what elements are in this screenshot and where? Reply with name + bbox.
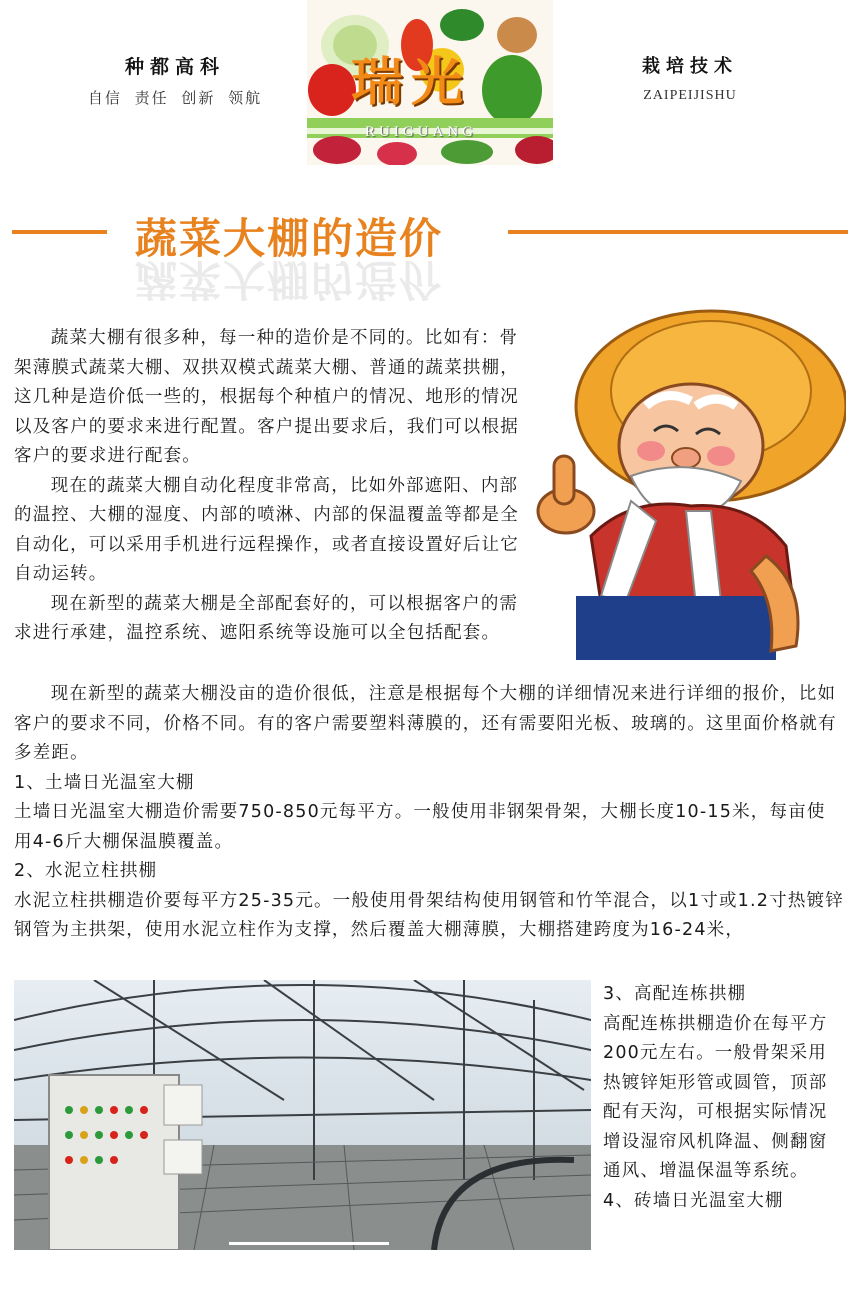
side-text-block — [603, 980, 843, 1216]
section-3-heading: 3、高配连栋拱棚 — [603, 984, 747, 1004]
paragraph-4: 现在新型的蔬菜大棚没亩的造价很低，注意是根据每个大棚的详细情况来进行详细的报价，比如客户的要求不同，价格不同。有的客户需要塑料薄膜的，还有需要阳光板、玻璃的。这里面价格就有多差距。 — [14, 684, 837, 763]
title-banner — [0, 200, 860, 304]
paragraph-1: 蔬菜大棚有很多种，每一种的造价是不同的。比如有：骨架薄膜式蔬菜大棚、双拱双模式蔬菜大棚、普通的蔬菜拱棚，这几种是造价低一些的，根据每个种植户的情况、地形的情况以及客户的要求来进行配置。客户提出要求后，我们可以根据客户的要求进行配套。 — [14, 328, 519, 466]
section-2-body: 水泥立柱拱棚造价要每平方25-35元。一般使用骨架结构使用钢管和竹竿混合，以1寸或1.2寸热镀锌钢管为主拱架，使用水泥立柱作为支撑，然后覆盖大棚薄膜，大棚搭建跨度为16-24米， — [14, 890, 844, 940]
section-1-body: 土墙日光温室大棚造价需要750-850元每平方。一般使用非钢架骨架，大棚长度10-15米，每亩使用4-6斤大棚保温膜覆盖。 — [14, 802, 826, 852]
main-text-block — [14, 680, 844, 946]
logo-sub: RUIGUANG — [365, 124, 477, 140]
title-divider-left — [12, 230, 107, 234]
right-title: 栽培技术 — [642, 56, 738, 77]
ruiguang-logo — [307, 0, 553, 165]
greenhouse-photo — [14, 980, 591, 1250]
brand-left — [80, 52, 270, 108]
section-3-body: 高配连栋拱棚造价在每平方200元左右。一般骨架采用热镀锌矩形管或圆管，顶部配有天沟，可根据实际情况增设湿帘风机降温、侧翻窗通风、增温保温等系统。 — [603, 1013, 828, 1181]
section-2-heading: 2、水泥立柱拱棚 — [14, 861, 158, 881]
left-slogan: 自信 责任 创新 领航 — [87, 89, 263, 107]
header — [0, 0, 860, 175]
logo-name: 瑞光 — [351, 52, 472, 113]
page-title-reflection: 蔬菜大棚的造价 — [135, 255, 444, 304]
section-1-heading: 1、土墙日光温室大棚 — [14, 772, 195, 793]
title-divider-right — [508, 230, 848, 234]
page-title: 蔬菜大棚的造价 — [135, 214, 444, 263]
paragraph-2: 现在的蔬菜大棚自动化程度非常高，比如外部遮阳、内部的温控、大棚的湿度、内部的喷淋、内部的保温覆盖等都是全自动化，可以采用手机进行远程操作，或者直接设置好后让它自动运转。 — [14, 475, 519, 584]
farmer-illustration — [536, 296, 846, 660]
brand-right — [610, 52, 770, 104]
intro-text-block — [14, 324, 534, 649]
section-4-heading: 4、砖墙日光温室大棚 — [603, 1190, 784, 1211]
left-title: 种都高科 — [124, 56, 225, 78]
paragraph-3: 现在新型的蔬菜大棚是全部配套好的，可以根据客户的需求进行承建，温控系统、遮阳系统等设施可以全包括配套。 — [14, 593, 519, 643]
right-sub: ZAIPEIJISHU — [643, 88, 737, 103]
